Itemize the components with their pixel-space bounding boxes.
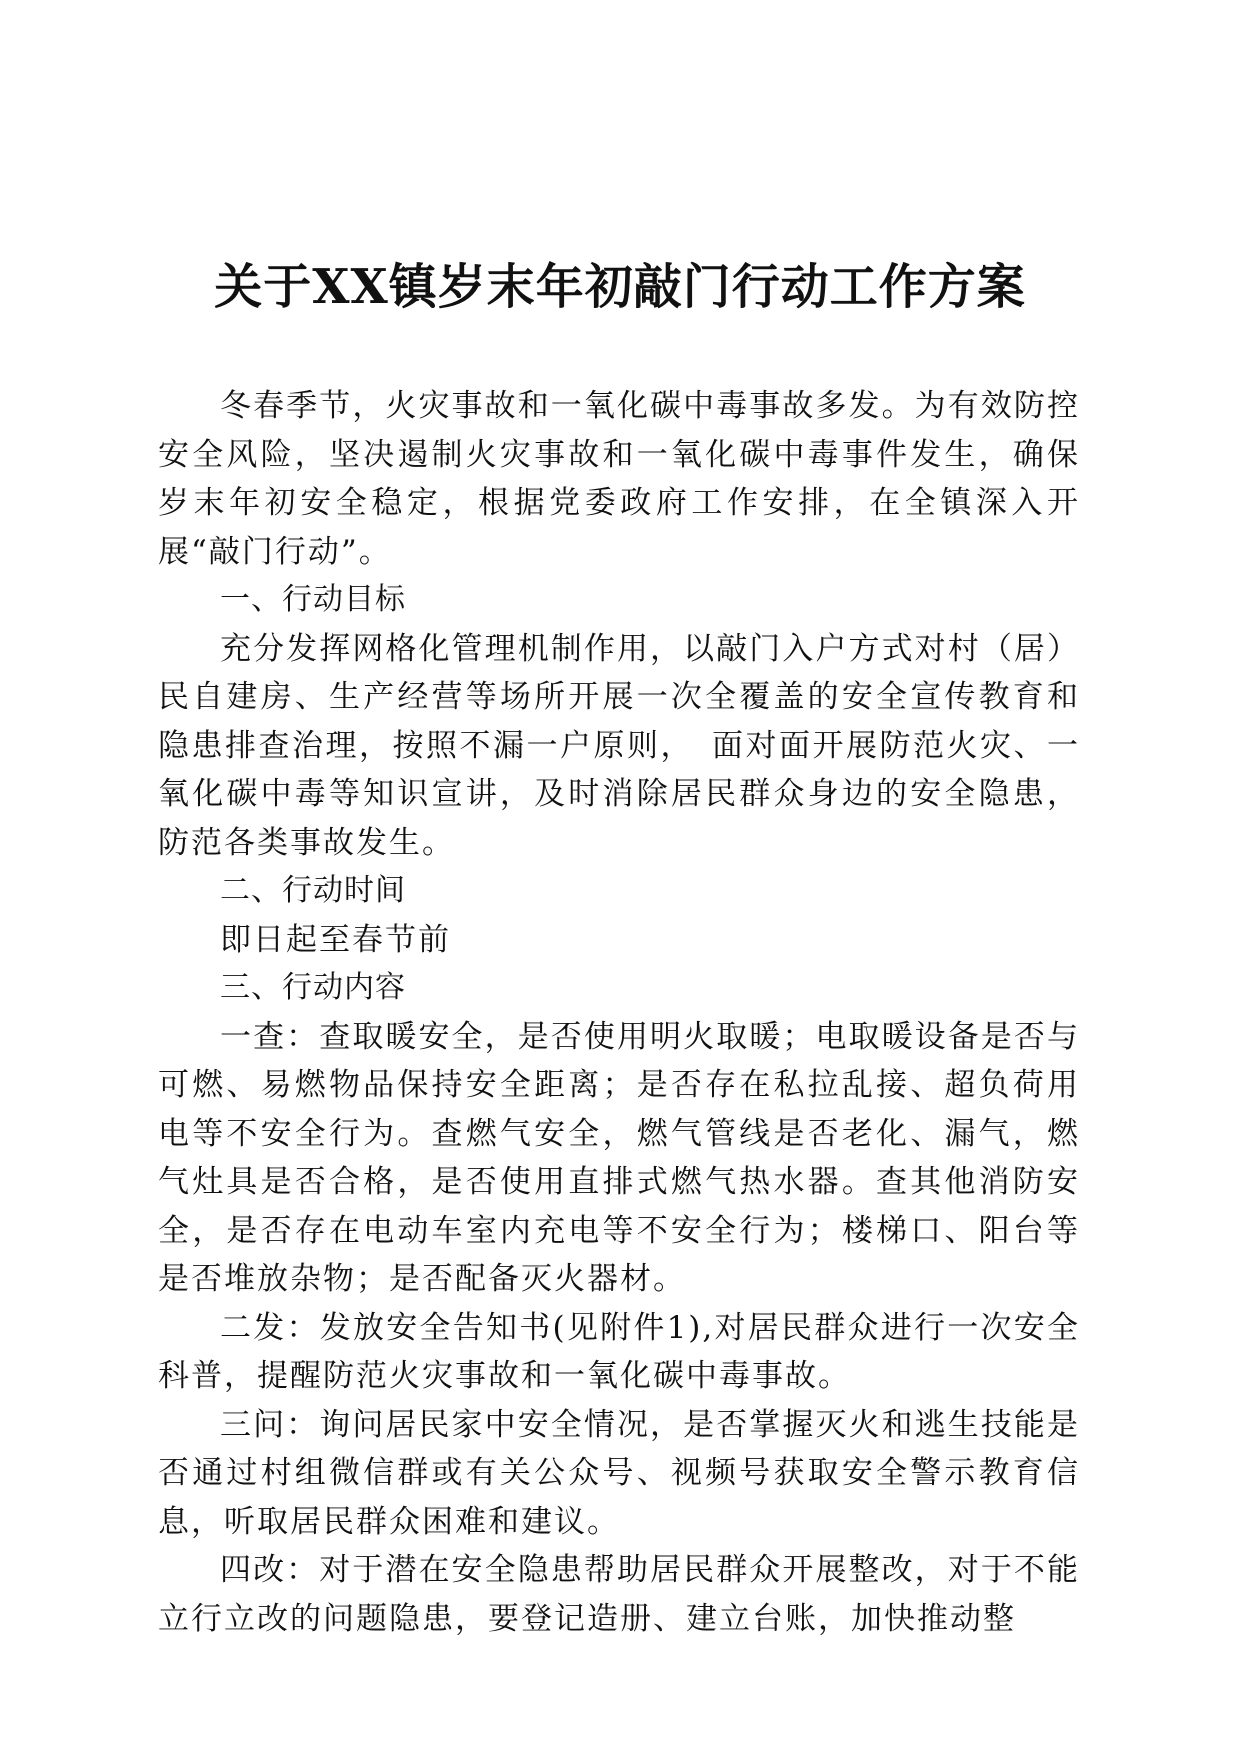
goals-paragraph: 充分发挥网格化管理机制作用，以敲门入户方式对村（居）民自建房、生产经营等场所开展一次全覆盖的安全宣传教育和隐患排查治理，按照不漏一户原则， 面对面开展防范火灾、一氧化碳中毒等知识宣讲，及时消除居民群众身边的安全隐患，防范各类事故发生。: [158, 630, 1080, 861]
section-heading-time: 二、行动时间: [220, 873, 406, 908]
content-item-distribute: 二发：发放安全告知书(见附件1),对居民群众进行一次安全科普，提醒防范火灾事故和一氧化碳中毒事故。: [158, 1309, 1080, 1394]
section-heading-goals: 一、行动目标: [220, 582, 406, 617]
section-heading-content: 三、行动内容: [220, 970, 406, 1005]
intro-paragraph: 冬春季节，火灾事故和一氧化碳中毒事故多发。为有效防控安全风险，坚决遏制火灾事故和一氧化碳中毒事件发生，确保岁末年初安全稳定，根据党委政府工作安排，在全镇深入开展“敲门行动”。: [158, 388, 1080, 570]
time-paragraph: 即日起至春节前: [220, 921, 451, 958]
content-item-ask: 三问：询问居民家中安全情况，是否掌握灭火和逃生技能是否通过村组微信群或有关公众号、视频号获取安全警示教育信息，听取居民群众困难和建议。: [158, 1406, 1080, 1540]
document-body: [158, 382, 1080, 1643]
content-item-check: 一查：查取暖安全，是否使用明火取暖；电取暖设备是否与可燃、易燃物品保持安全距离；是否存在私拉乱接、超负荷用电等不安全行为。查燃气安全，燃气管线是否老化、漏气，燃气灶具是否合格，是否使用直排式燃气热水器。查其他消防安全，是否存在电动车室内充电等不安全行为；楼梯口、阳台等是否堆放杂物；是否配备灭火器材。: [158, 1018, 1080, 1297]
document-title: 关于XX镇岁末年初敲门行动工作方案: [214, 259, 1026, 315]
content-item-rectify: 四改：对于潜在安全隐患帮助居民群众开展整改，对于不能立行立改的问题隐患，要登记造册、建立台账，加快推动整: [158, 1552, 1080, 1637]
